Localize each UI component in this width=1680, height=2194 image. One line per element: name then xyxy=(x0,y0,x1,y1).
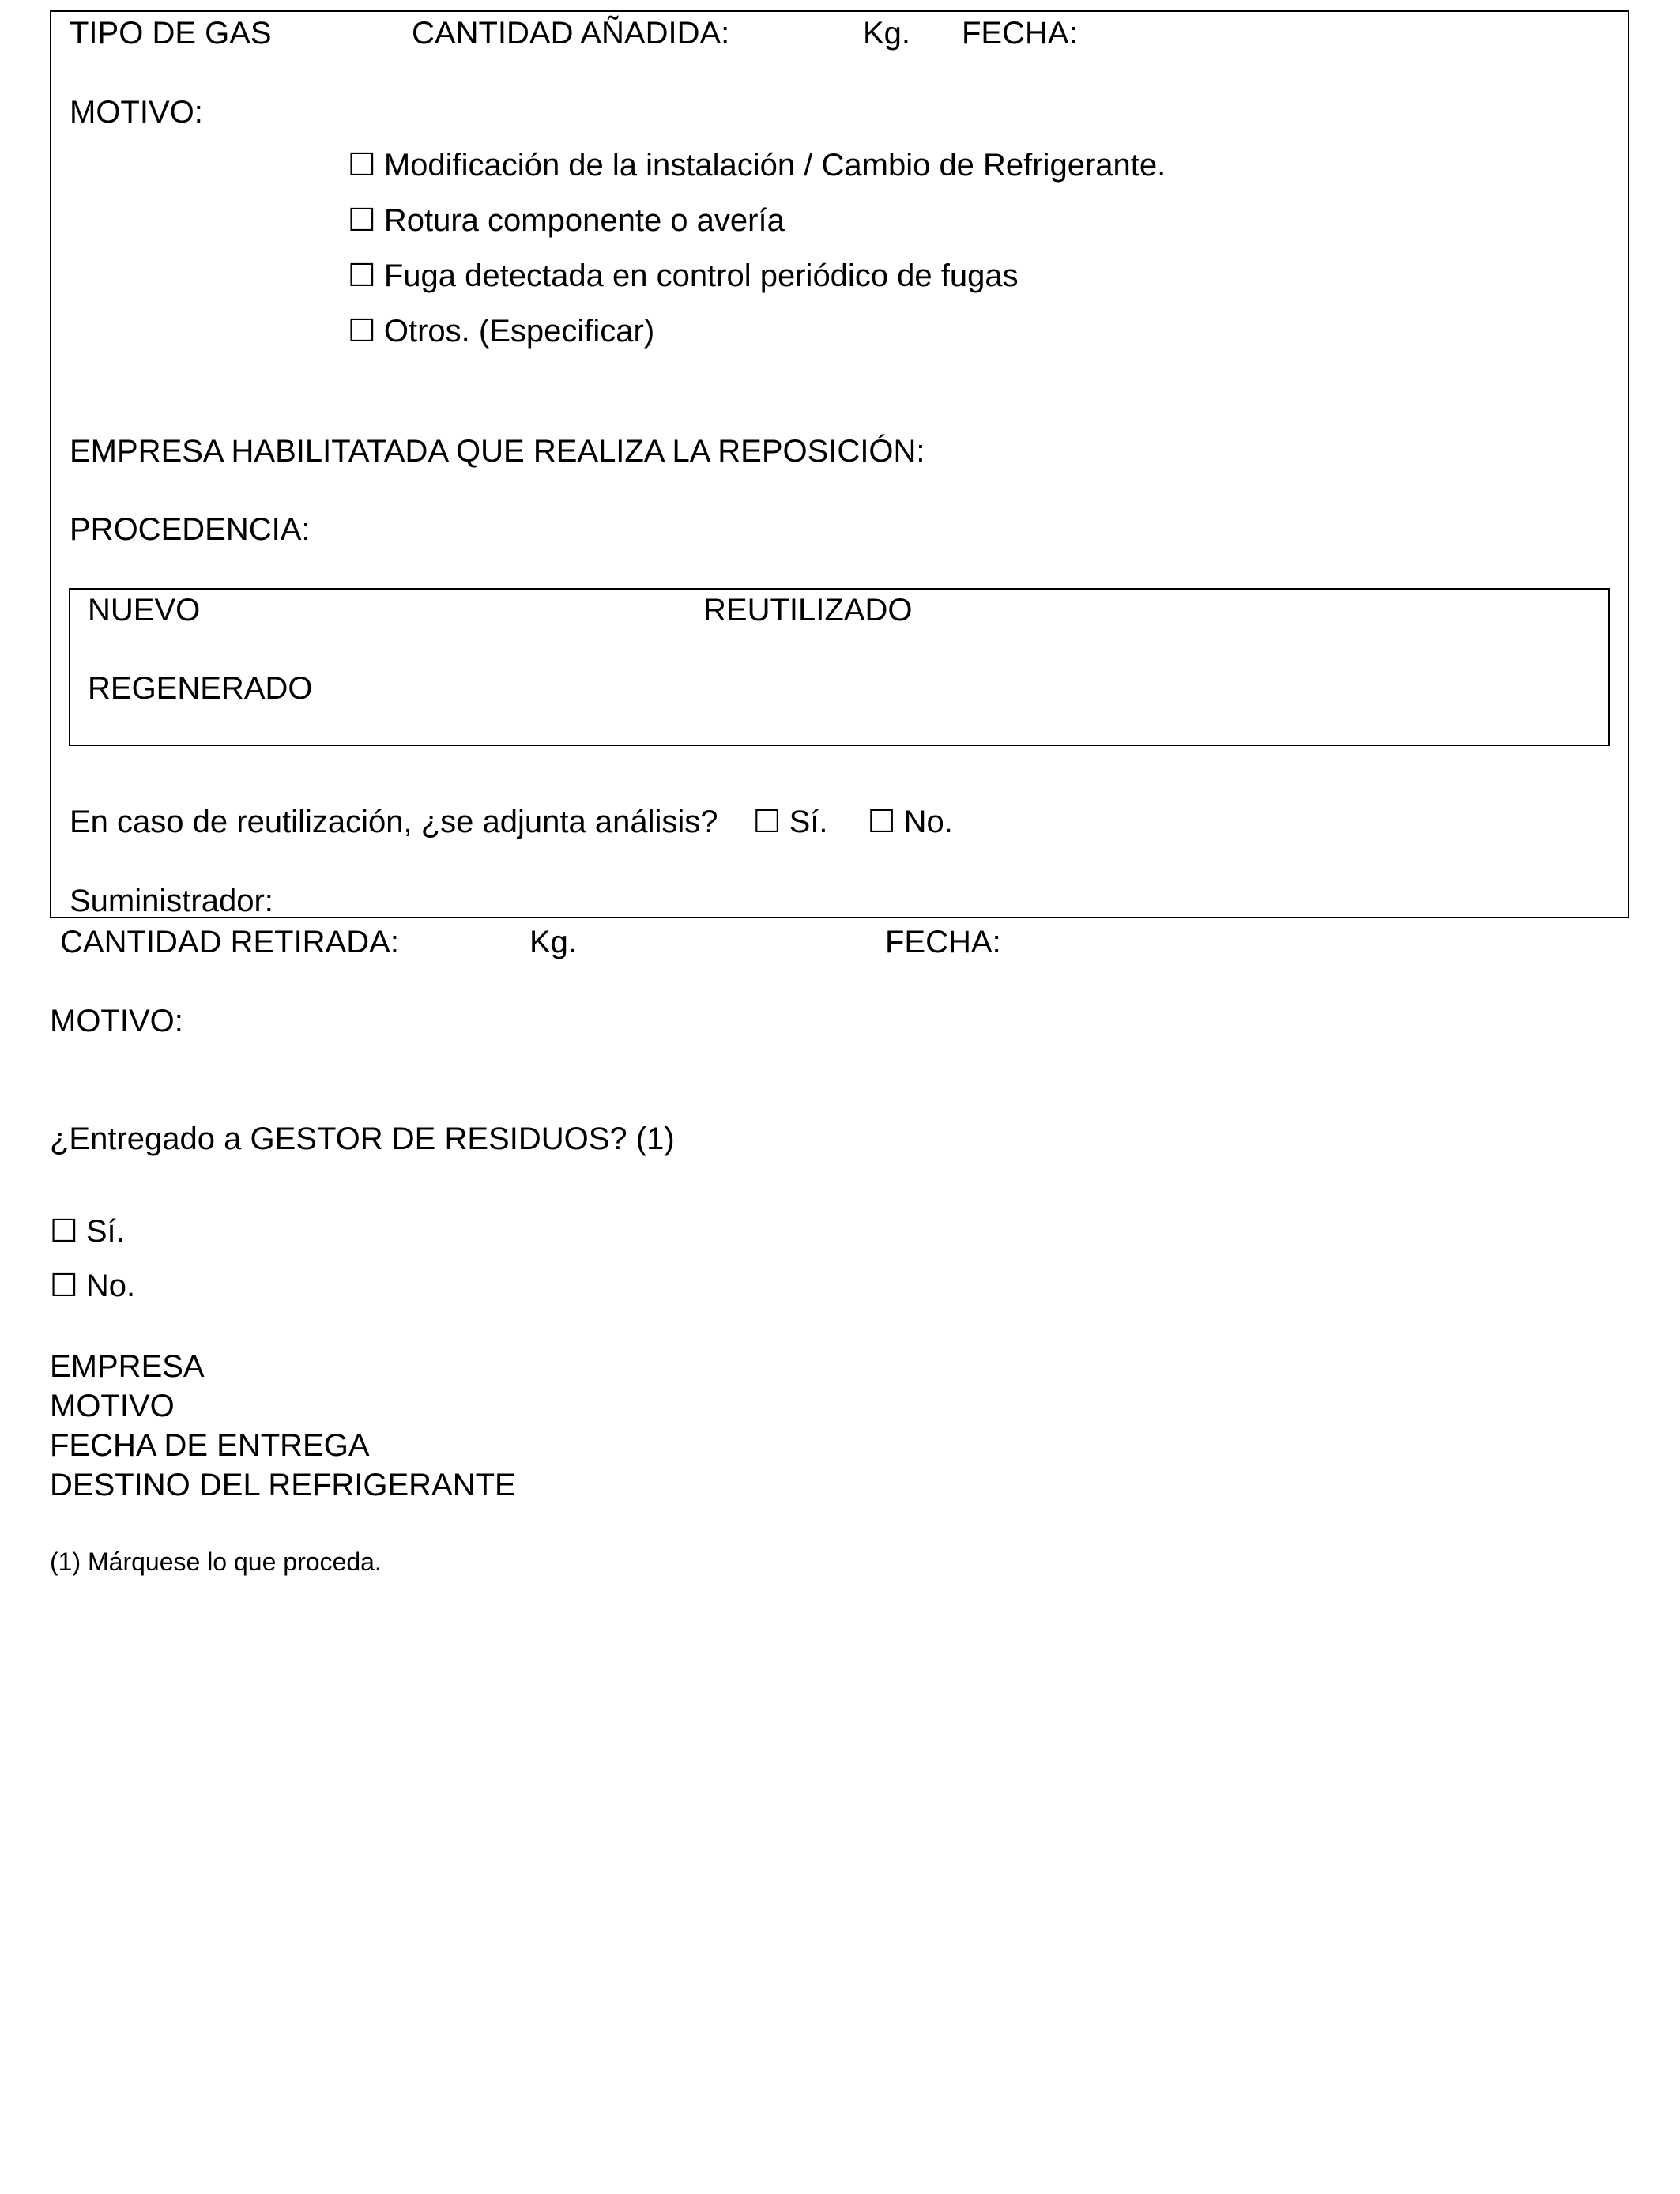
analisis-si-option[interactable] xyxy=(753,805,828,839)
checkbox-icon[interactable]: ☐ xyxy=(348,203,376,238)
checkbox-icon[interactable]: ☐ xyxy=(752,805,782,839)
fecha-entrega-label: FECHA DE ENTREGA xyxy=(50,1428,370,1463)
procedencia-nuevo[interactable]: NUEVO xyxy=(88,593,201,628)
tipo-gas-label: TIPO DE GAS xyxy=(70,16,272,51)
checkbox-icon[interactable]: ☐ xyxy=(867,805,896,839)
analisis-no-label: No. xyxy=(903,805,953,839)
destino-refrigerante-label: DESTINO DEL REFRIGERANTE xyxy=(50,1468,516,1502)
motivo-option-label: Rotura componente o avería xyxy=(383,203,785,238)
empresa-habilitada-label: EMPRESA HABILITATADA QUE REALIZA LA REPOSICIÓN: xyxy=(70,434,925,469)
motivo-entrega-label: MOTIVO xyxy=(50,1389,175,1423)
procedencia-reutilizado[interactable]: REUTILIZADO xyxy=(703,593,913,628)
cantidad-retirada-label: CANTIDAD RETIRADA: xyxy=(60,925,399,959)
kg-unit-label: Kg. xyxy=(863,16,911,51)
fecha-label: FECHA: xyxy=(962,16,1078,51)
motivo-option-modificacion[interactable] xyxy=(348,149,1166,181)
motivo-option-fuga[interactable] xyxy=(348,260,1019,292)
checkbox-icon[interactable]: ☐ xyxy=(50,1214,78,1249)
procedencia-regenerado[interactable]: REGENERADO xyxy=(88,671,313,706)
retirada-fecha-label: FECHA: xyxy=(885,925,1001,959)
retirada-kg-label: Kg. xyxy=(529,925,578,959)
checkbox-icon[interactable]: ☐ xyxy=(348,148,376,183)
motivo-option-label: Modificación de la instalación / Cambio de Refrigerante. xyxy=(383,148,1166,183)
procedencia-label: PROCEDENCIA: xyxy=(70,512,311,547)
checkbox-icon[interactable]: ☐ xyxy=(50,1269,78,1303)
analisis-no-option[interactable] xyxy=(868,805,953,839)
cantidad-anadida-label: CANTIDAD AÑADIDA: xyxy=(412,16,730,51)
motivo-option-rotura[interactable] xyxy=(348,205,785,236)
suministrador-label: Suministrador: xyxy=(70,884,273,918)
analisis-question xyxy=(70,806,953,838)
motivo-option-label: Otros. (Especificar) xyxy=(383,314,655,349)
motivo-label: MOTIVO: xyxy=(70,95,203,130)
retirada-motivo-label: MOTIVO: xyxy=(50,1004,183,1039)
analisis-si-label: Sí. xyxy=(789,805,828,839)
motivo-option-otros[interactable] xyxy=(348,315,654,347)
gestor-si-option[interactable] xyxy=(50,1216,125,1247)
analisis-question-label: En caso de reutilización, ¿se adjunta análisis? xyxy=(70,805,718,839)
checkbox-icon[interactable]: ☐ xyxy=(348,258,376,293)
empresa-label: EMPRESA xyxy=(50,1349,205,1384)
gestor-question: ¿Entregado a GESTOR DE RESIDUOS? (1) xyxy=(50,1122,675,1156)
gestor-no-option[interactable] xyxy=(50,1270,135,1302)
gestor-si-label: Sí. xyxy=(85,1214,125,1249)
footnote: (1) Márquese lo que proceda. xyxy=(50,1547,382,1576)
motivo-option-label: Fuga detectada en control periódico de fugas xyxy=(383,258,1019,293)
gestor-no-label: No. xyxy=(85,1269,136,1303)
checkbox-icon[interactable]: ☐ xyxy=(348,314,376,349)
